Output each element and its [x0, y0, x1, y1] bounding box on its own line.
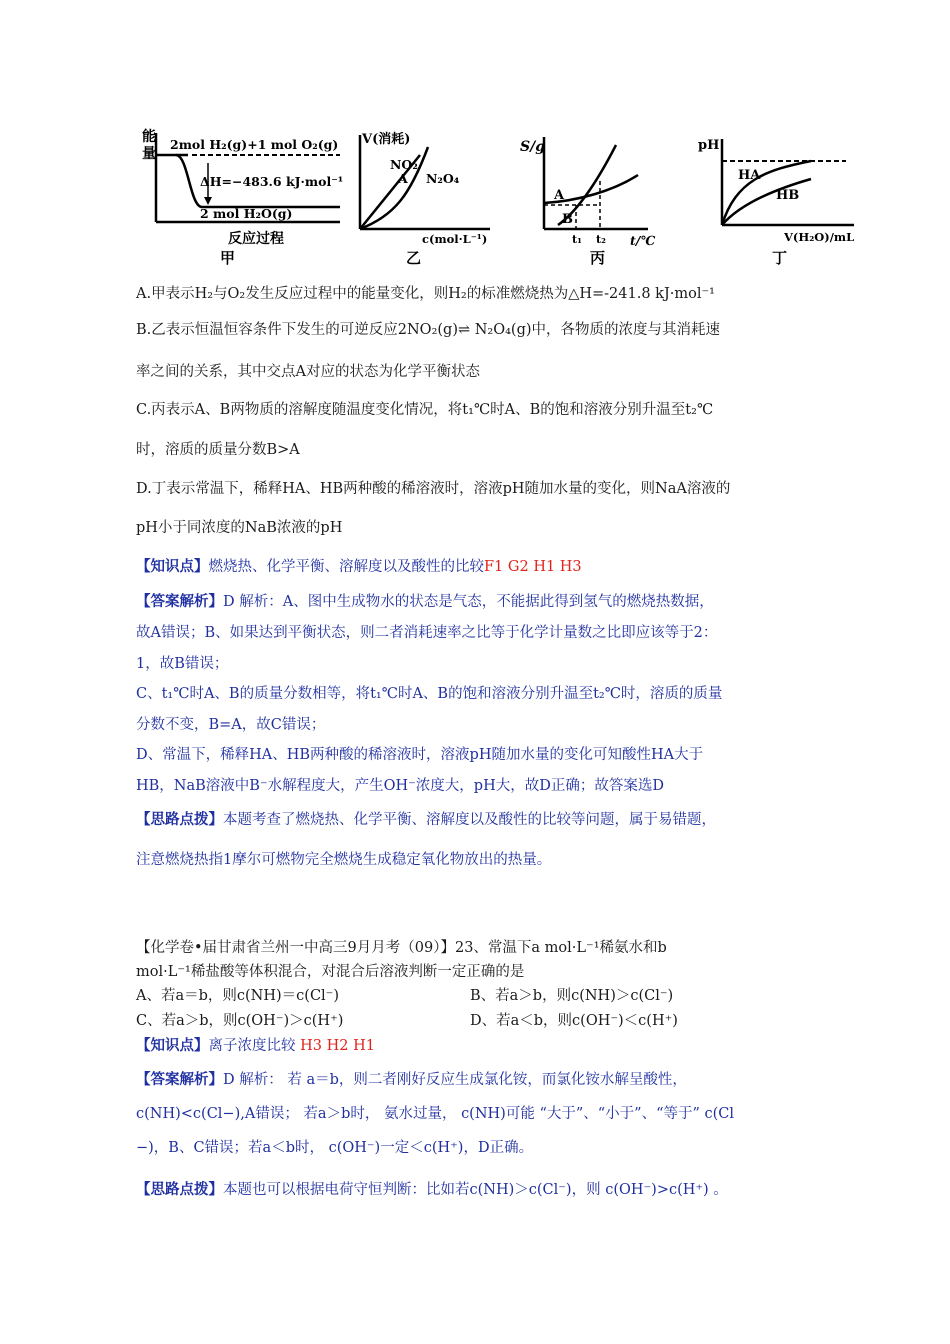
answer-text: D 解析： 若 a＝b，则二者刚好反应生成氯化铵，而氯化铵水解呈酸性， [223, 1072, 687, 1088]
answer-tag: 【答案解析】 [136, 1071, 223, 1088]
y-label-bottom: 量 [142, 146, 156, 162]
figure-bing [518, 125, 668, 265]
label-a: A [554, 188, 565, 203]
figure-caption: 甲 [220, 249, 236, 265]
q1-answer-line2: 故A错误；B、如果达到平衡状态，则二者消耗速率之比等于化学计量数之比即应该等于2： [136, 625, 718, 641]
q2-stem-line2: mol·L⁻¹稀盐酸等体积混合，对混合后溶液判断一定正确的是 [136, 964, 525, 980]
knowledge-tag: 【知识点】 [136, 558, 209, 575]
q1-knowledge-point [136, 557, 582, 577]
t2-label: t₂ [596, 233, 606, 246]
series-ha-label: HA [738, 168, 761, 183]
q1-answer-line4: C、t₁℃时A、B的质量分数相等，将t₁℃时A、B的饱和溶液分别升温至t₂℃时，溶质的质量 [136, 686, 723, 702]
q1-tip-line2: 注意燃烧热指1摩尔可燃物完全燃烧生成稳定氧化物放出的热量。 [136, 852, 552, 868]
knowledge-tag: 【知识点】 [136, 1037, 209, 1054]
t1-label: t₁ [572, 233, 582, 246]
q2-option-b: B、若a＞b，则c(NH)＞c(Cl⁻) [470, 988, 674, 1004]
q2-option-d: D、若a＜b，则c(OH⁻)＜c(H⁺) [470, 1013, 678, 1029]
tip-text: 本题也可以根据电荷守恒判断：比如若c(NH)＞c(Cl⁻)，则 c(OH⁻)>c(H⁺) 。 [223, 1182, 728, 1198]
figure-caption: 丁 [772, 249, 788, 265]
q1-tip-line1 [136, 810, 716, 830]
answer-text: D 解析：A、图中生成物水的状态是气态，不能据此得到氢气的燃烧热数据， [223, 594, 714, 610]
q1-option-c-line2: 时，溶质的质量分数B>A [136, 442, 300, 458]
x-axis-label: V(H₂O)/mL [784, 230, 855, 244]
label-b: B [562, 212, 573, 227]
q2-answer-line3: −)，B、C错误；若a＜b时， c(OH⁻)一定＜c(H⁺)，D正确。 [136, 1140, 534, 1156]
series-a-label: NO₂ [390, 157, 418, 172]
knowledge-codes: F1 G2 H1 H3 [484, 559, 582, 575]
q2-tip-line1 [136, 1180, 728, 1200]
delta-h-label: ΔH=−483.6 kJ·mol⁻¹ [200, 174, 344, 189]
tip-tag: 【思路点拨】 [136, 1181, 223, 1198]
knowledge-text: 燃烧热、化学平衡、溶解度以及酸性的比较 [208, 559, 484, 575]
q2-answer-line2: c(NH)<c(Cl−),A错误； 若a＞b时， 氨水过量， c(NH)可能 “大于”、“小于”、“等于” c(Cl [136, 1106, 735, 1122]
q1-answer-line7: HB，NaB溶液中B⁻水解程度大，产生OH⁻浓度大，pH大，故D正确；故答案选D [136, 778, 664, 794]
point-a-label: A [398, 171, 408, 186]
knowledge-codes: H3 H2 H1 [300, 1038, 375, 1054]
tip-text: 本题考查了燃烧热、化学平衡、溶解度以及酸性的比较等问题，属于易错题， [223, 812, 716, 828]
q1-option-a: A.甲表示H₂与O₂发生反应过程中的能量变化，则H₂的标准燃烧热为△H=-241.8 kJ·mol⁻¹ [136, 286, 715, 302]
q1-answer-line3: 1，故B错误； [136, 656, 229, 672]
figure-caption: 丙 [590, 249, 606, 265]
q1-answer-line6: D、常温下，稀释HA、HB两种酸的稀溶液时，溶液pH随加水量的变化可知酸性HA大于 [136, 747, 704, 763]
y-axis-label: S/g [520, 139, 546, 155]
figure-caption: 乙 [406, 249, 422, 265]
series-b-label: N₂O₄ [426, 171, 460, 186]
x-axis-label: c(mol·L⁻¹) [422, 232, 488, 246]
q1-answer-line1 [136, 592, 714, 612]
bottom-level-label: 2 mol H₂O(g) [200, 206, 293, 221]
x-axis-label: t/℃ [630, 233, 656, 248]
series-hb-label: HB [776, 188, 800, 203]
ph-dilution-chart [696, 125, 866, 265]
figure-ding [696, 125, 866, 265]
q2-option-c: C、若a＞b，则c(OH⁻)＞c(H⁺) [136, 1013, 344, 1029]
q2-knowledge-point [136, 1036, 375, 1056]
answer-tag: 【答案解析】 [136, 593, 223, 610]
x-axis-label: 反应过程 [228, 231, 284, 247]
top-level-label: 2mol H₂(g)+1 mol O₂(g) [170, 137, 339, 152]
q2-option-a: A、若a＝b，则c(NH)＝c(Cl⁻) [136, 988, 339, 1004]
q2-stem-line1: 【化学卷•届甘肃省兰州一中高三9月月考（09）】23、常温下a mol·L⁻¹稀氨水和b [136, 940, 667, 956]
tip-tag: 【思路点拨】 [136, 811, 223, 828]
q1-option-b-line2: 率之间的关系，其中交点A对应的状态为化学平衡状态 [136, 364, 480, 380]
knowledge-text: 离子浓度比较 [208, 1038, 296, 1054]
figure-yi [350, 125, 510, 265]
q2-answer-line1 [136, 1070, 687, 1090]
energy-diagram [140, 125, 345, 265]
rate-concentration-chart [350, 125, 510, 265]
solubility-chart [518, 125, 668, 265]
q1-answer-line5: 分数不变，B=A，故C错误； [136, 717, 326, 733]
y-axis-label: pH [698, 138, 720, 153]
figure-jia [140, 125, 345, 265]
q1-option-c-line1: C.丙表示A、B两物质的溶解度随温度变化情况，将t₁℃时A、B的饱和溶液分别升温至t₂℃ [136, 402, 714, 418]
y-label-top: 能 [142, 129, 156, 145]
q1-option-b-line1: B.乙表示恒温恒容条件下发生的可逆反应2NO₂(g)⇌ N₂O₄(g)中，各物质的浓度与其消耗速 [136, 322, 721, 338]
q1-option-d-line2: pH小于同浓度的NaB浓液的pH [136, 520, 343, 536]
q1-option-d-line1: D.丁表示常温下，稀释HA、HB两种酸的稀溶液时，溶液pH随加水量的变化，则NaA溶液的 [136, 481, 731, 497]
y-axis-label: V(消耗) [362, 132, 411, 147]
